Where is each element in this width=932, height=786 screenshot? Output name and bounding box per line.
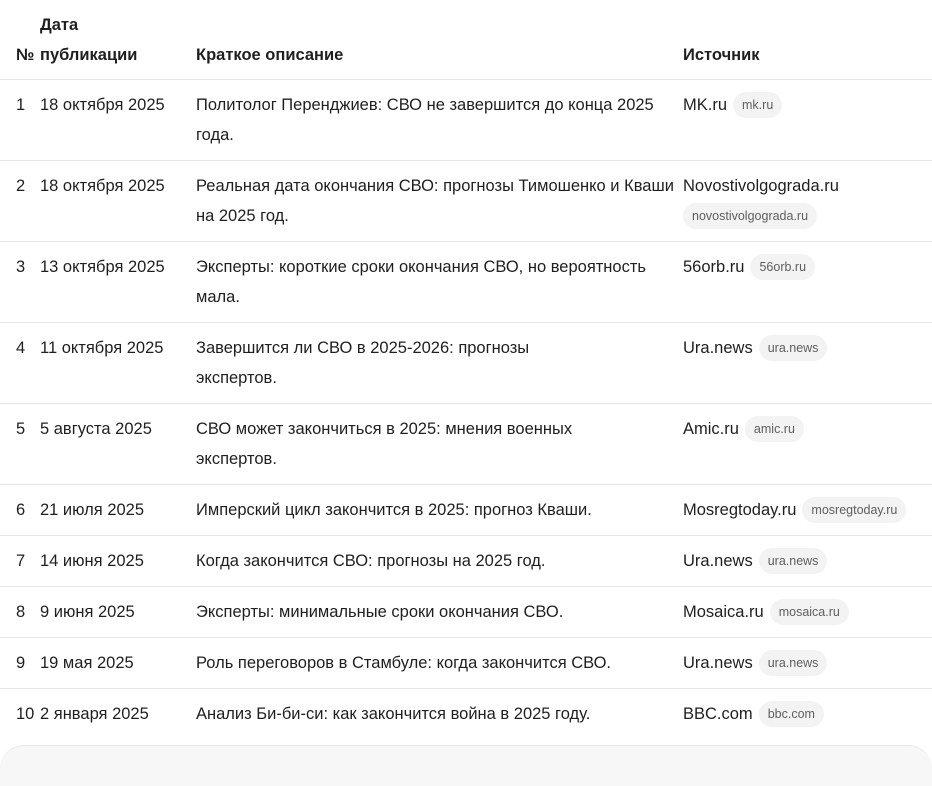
row-source — [683, 161, 932, 242]
source-name: Ura.news — [683, 339, 753, 357]
source-link-chip[interactable]: mosregtoday.ru — [802, 497, 906, 523]
source-link-chip[interactable]: ura.news — [759, 335, 828, 361]
row-num: 1 — [0, 80, 40, 161]
source-link-chip[interactable]: ura.news — [759, 650, 828, 676]
row-source — [683, 323, 932, 404]
row-num: 10 — [16, 705, 35, 723]
row-num: 7 — [0, 536, 40, 587]
row-source — [683, 242, 932, 323]
table-row — [0, 323, 932, 404]
row-num: 6 — [0, 485, 40, 536]
source-name: 56orb.ru — [683, 258, 745, 276]
chat-input-panel[interactable] — [0, 745, 932, 786]
row-num: 8 — [0, 587, 40, 638]
table-row — [0, 485, 932, 536]
row-description: Когда закончится СВО: прогнозы на 2025 год. — [196, 536, 683, 587]
source-link-chip[interactable]: amic.ru — [745, 416, 804, 442]
source-name: Mosaica.ru — [683, 603, 764, 621]
row-description: Эксперты: короткие сроки окончания СВО, но вероятность мала. — [196, 242, 683, 323]
source-name: Novostivolgograda.ru — [683, 177, 839, 195]
table-row — [0, 638, 932, 689]
source-name: MK.ru — [683, 96, 728, 114]
row-num: 9 — [0, 638, 40, 689]
table-row — [0, 689, 932, 740]
row-source — [683, 485, 932, 536]
table-row — [0, 242, 932, 323]
row-date: 18 октября 2025 — [40, 161, 196, 242]
table-row — [0, 536, 932, 587]
source-link-chip[interactable]: bbc.com — [759, 701, 824, 727]
table-row — [0, 404, 932, 485]
row-date: 19 мая 2025 — [40, 638, 196, 689]
table-row — [0, 587, 932, 638]
source-name: Mosregtoday.ru — [683, 501, 797, 519]
row-source — [683, 536, 932, 587]
source-name: BBC.com — [683, 705, 753, 723]
source-link-chip[interactable]: mosaica.ru — [770, 599, 849, 625]
table-row — [0, 80, 932, 161]
row-source — [683, 80, 932, 161]
header-num: № — [0, 0, 40, 80]
row-num: 4 — [0, 323, 40, 404]
row-source — [683, 638, 932, 689]
row-date: 21 июля 2025 — [40, 485, 196, 536]
row-num: 5 — [0, 404, 40, 485]
row-source — [683, 689, 932, 740]
row-date: 11 октября 2025 — [40, 323, 196, 404]
row-description: Роль переговоров в Стамбуле: когда закончится СВО. — [196, 638, 683, 689]
row-description: Реальная дата окончания СВО: прогнозы Тимошенко и Кваши на 2025 год. — [196, 161, 683, 242]
source-link-chip[interactable]: ura.news — [759, 548, 828, 574]
table-header-row — [0, 0, 932, 80]
source-name: Amic.ru — [683, 420, 739, 438]
header-date: Дата публикации — [40, 0, 196, 80]
header-description: Краткое описание — [196, 0, 683, 80]
row-description: Завершится ли СВО в 2025-2026: прогнозы экспертов. — [196, 323, 683, 404]
row-description: Анализ Би-би-си: как закончится война в 2025 году. — [196, 705, 591, 723]
row-date: 9 июня 2025 — [40, 587, 196, 638]
row-description: Имперский цикл закончится в 2025: прогноз Кваши. — [196, 485, 683, 536]
row-source — [683, 587, 932, 638]
table-row — [0, 161, 932, 242]
row-date: 5 августа 2025 — [40, 404, 196, 485]
row-description: Эксперты: минимальные сроки окончания СВО. — [196, 587, 683, 638]
source-link-chip[interactable]: novostivolgograda.ru — [683, 203, 817, 229]
source-link-chip[interactable]: mk.ru — [733, 92, 782, 118]
source-name: Ura.news — [683, 552, 753, 570]
row-date: 13 октября 2025 — [40, 242, 196, 323]
header-source: Источник — [683, 0, 932, 80]
row-date: 14 июня 2025 — [40, 536, 196, 587]
row-description: СВО может закончиться в 2025: мнения военных экспертов. — [196, 404, 683, 485]
source-link-chip[interactable]: 56orb.ru — [750, 254, 815, 280]
row-source — [683, 404, 932, 485]
row-date: 2 января 2025 — [40, 705, 149, 723]
row-num: 3 — [0, 242, 40, 323]
row-date: 18 октября 2025 — [40, 80, 196, 161]
row-num: 2 — [0, 161, 40, 242]
row-description: Политолог Перенджиев: СВО не завершится до конца 2025 года. — [196, 80, 683, 161]
source-name: Ura.news — [683, 654, 753, 672]
